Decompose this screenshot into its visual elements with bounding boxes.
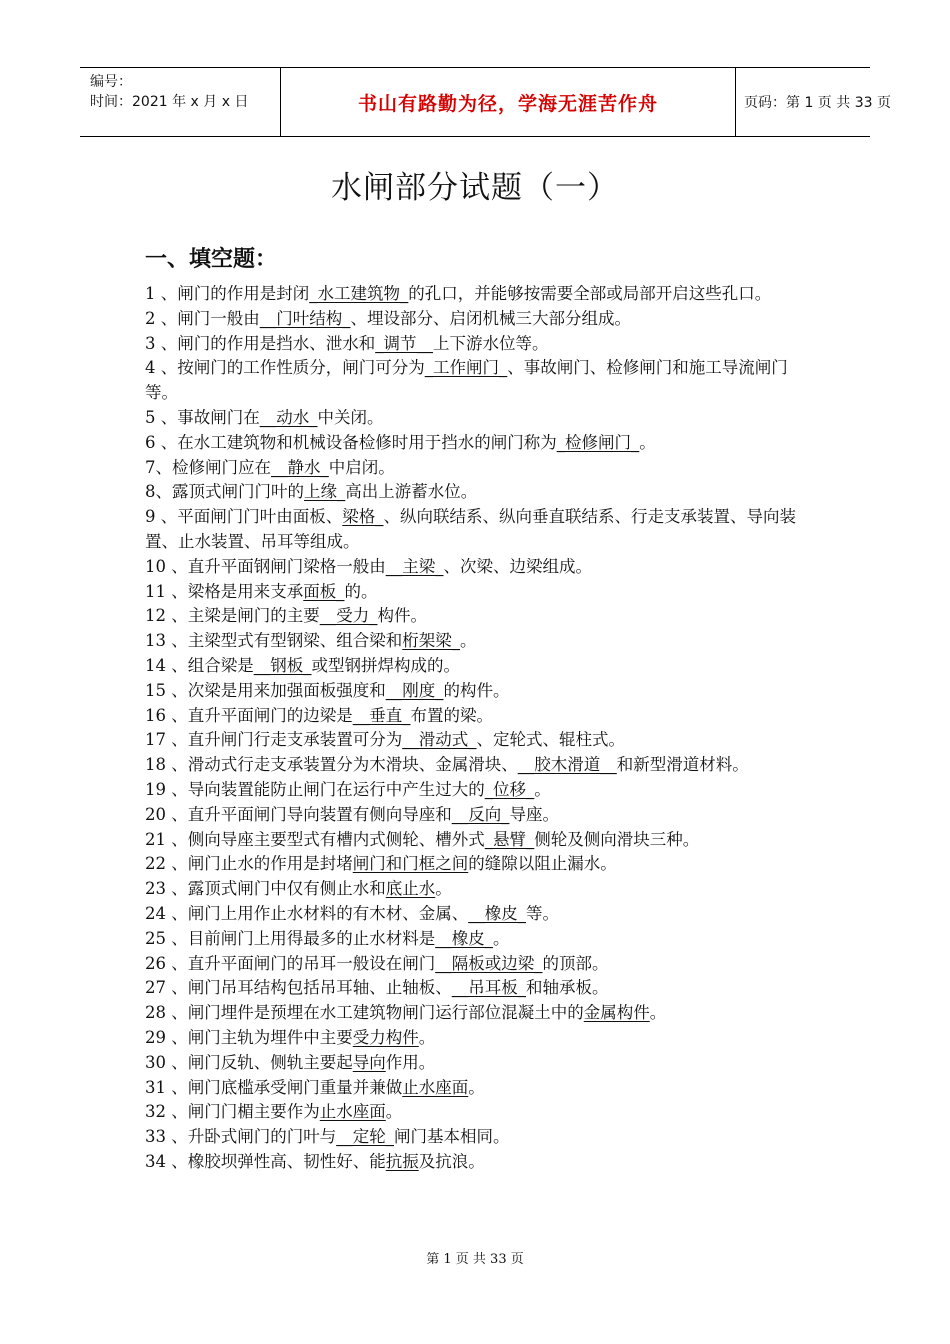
- question-item: [145, 356, 810, 406]
- header-page-info: 页码：第 1 页 共 33 页: [744, 95, 891, 111]
- answer-blank: 梁格_: [342, 507, 384, 527]
- question-text-tail: 的构件。: [443, 680, 510, 700]
- question-text-tail: 。: [534, 779, 551, 799]
- question-item: [145, 1001, 810, 1026]
- question-item: [145, 604, 810, 629]
- question-item: [145, 480, 810, 505]
- question-item: [145, 406, 810, 431]
- question-text-tail: 。: [460, 631, 477, 651]
- question-text: 3 、闸门的作用是挡水、泄水和: [145, 333, 376, 353]
- question-item: [145, 852, 810, 877]
- time-label: 时间：2021 年 x 月 x 日: [90, 94, 249, 110]
- question-text-tail: 。: [435, 879, 452, 899]
- question-item: [145, 927, 810, 952]
- question-text-tail: 的缝隙以阻止漏水。: [468, 854, 617, 874]
- question-text-tail: 构件。: [377, 606, 427, 626]
- answer-blank: 止水座面: [319, 1102, 386, 1122]
- question-item: [145, 1150, 810, 1175]
- question-item: [145, 1100, 810, 1125]
- question-text-tail: 中启闭。: [328, 457, 395, 477]
- question-text: 17 、直升闸门行走支承装置可分为: [145, 730, 403, 750]
- answer-blank: __主梁_: [385, 556, 444, 576]
- answer-blank: _检修闸门_: [556, 432, 640, 452]
- question-text-tail: 、定轮式、辊柱式。: [476, 730, 625, 750]
- question-text-tail: 作用。: [385, 1052, 436, 1072]
- question-text-tail: 及抗浪。: [418, 1151, 485, 1171]
- question-item: [145, 1076, 810, 1101]
- answer-blank: __定轮_: [336, 1127, 394, 1147]
- question-text: 33 、升卧式闸门的门叶与: [145, 1127, 337, 1147]
- question-text: 28 、闸门埋件是预埋在水工建筑物闸门运行部位混凝土中的: [145, 1003, 584, 1023]
- question-text-tail: 。: [385, 1102, 403, 1122]
- question-item: [145, 431, 810, 456]
- question-item: [145, 704, 810, 729]
- question-item: [145, 778, 810, 803]
- answer-blank: 导向: [352, 1052, 386, 1072]
- question-text: 27 、闸门吊耳结构包括吊耳轴、止轴板、: [145, 978, 452, 998]
- number-label: 编号：: [90, 74, 132, 90]
- question-text: 30 、闸门反轨、侧轨主要起: [145, 1052, 353, 1072]
- question-item: [145, 902, 810, 927]
- question-text: 6 、在水工建筑物和机械设备检修时用于挡水的闸门称为: [145, 432, 557, 452]
- question-text: 19 、导向装置能防止闸门在运行中产生过大的: [145, 779, 485, 799]
- question-text-tail: 的。: [344, 581, 378, 601]
- question-text: 24 、闸门上用作止水材料的有木材、金属、: [145, 903, 469, 923]
- question-item: [145, 1026, 810, 1051]
- answer-blank: __受力_: [319, 606, 378, 626]
- answer-blank: _位移_: [484, 779, 535, 799]
- question-item: [145, 505, 810, 555]
- question-text-tail: 。: [639, 432, 656, 452]
- header-left-cell: [80, 68, 280, 136]
- question-item: [145, 580, 810, 605]
- question-item: [145, 282, 810, 307]
- question-text: 21 、侧向导座主要型式有槽内式侧轮、槽外式: [145, 829, 485, 849]
- question-text: 10 、直升平面钢闸门梁格一般由: [145, 556, 386, 576]
- page-footer: 第 1 页 共 33 页: [426, 1252, 524, 1267]
- answer-blank: __反向_: [451, 804, 510, 824]
- question-text-tail: 的孔口，并能够按需要全部或局部开启这些孔口。: [408, 284, 772, 303]
- answer-blank: __门叶结构_: [259, 308, 351, 328]
- question-item: [145, 679, 810, 704]
- question-text: 32 、闸门门楣主要作为: [145, 1102, 320, 1122]
- question-text: 23 、露顶式闸门中仅有侧止水和: [145, 879, 386, 899]
- answer-blank: __静水_: [271, 457, 329, 477]
- question-item: [145, 828, 810, 853]
- answer-blank: __刚度_: [385, 680, 444, 700]
- question-text-tail: 。: [649, 1003, 667, 1023]
- question-text-tail: 侧轮及侧向滑块三种。: [534, 829, 700, 849]
- answer-blank: __橡皮_: [435, 928, 493, 948]
- question-text-tail: 闸门基本相同。: [394, 1127, 510, 1147]
- question-text: 20 、直升平面闸门导向装置有侧向导座和: [145, 804, 452, 824]
- question-item: [145, 1051, 810, 1076]
- question-text: 34 、橡胶坝弹性高、韧性好、能: [145, 1151, 386, 1171]
- question-text: 12 、主梁是闸门的主要: [145, 606, 320, 626]
- question-item: [145, 976, 810, 1001]
- answer-blank: __垂直_: [352, 705, 411, 725]
- answer-blank: 面板_: [303, 581, 345, 601]
- question-text-tail: 、纵向联结系、纵向垂直联结系、行走支承装置、导向装置、止水装置、吊耳等组成。: [145, 507, 796, 551]
- question-text-tail: 、事故闸门、检修闸门和施工导流闸门等。: [145, 358, 788, 403]
- document-title: 水闸部分试题（一）: [331, 170, 619, 206]
- question-text-tail: 的顶部。: [542, 953, 609, 973]
- question-text: 22 、闸门止水的作用是封堵: [145, 854, 353, 874]
- answer-blank: __吊耳板_: [451, 978, 526, 998]
- question-text: 2 、闸门一般由: [145, 308, 260, 328]
- question-text-tail: 或型钢拼焊构成的。: [311, 655, 460, 675]
- question-text: 14 、组合梁是: [145, 655, 254, 675]
- answer-blank: 止水座面: [402, 1077, 469, 1097]
- question-item: [145, 952, 810, 977]
- question-text: 18 、滑动式行走支承装置分为木滑块、金属滑块、: [145, 755, 518, 775]
- question-text: 13 、主梁型式有型钢梁、组合梁和: [145, 631, 403, 651]
- question-text: 1 、闸门的作用是封闭: [145, 284, 310, 303]
- question-text-tail: 和轴承板。: [526, 978, 609, 998]
- question-text: 31 、闸门底槛承受闸门重量并兼做: [145, 1077, 403, 1097]
- question-item: [145, 555, 810, 580]
- question-text-tail: 中关闭。: [317, 407, 384, 427]
- question-text-tail: 等。: [526, 903, 559, 923]
- question-item: [145, 307, 810, 332]
- question-list: [145, 282, 810, 1175]
- question-item: [145, 877, 810, 902]
- question-text: 7、检修闸门应在: [145, 457, 271, 477]
- question-text-tail: 高出上游蓄水位。: [345, 482, 478, 502]
- question-item: [145, 803, 810, 828]
- answer-blank: 金属构件: [583, 1003, 650, 1023]
- question-text: 4 、按闸门的工作性质分，闸门可分为: [145, 358, 425, 378]
- question-text: 26 、直升平面闸门的吊耳一般设在闸门: [145, 953, 436, 973]
- question-item: [145, 1125, 810, 1150]
- answer-blank: __钢板_: [253, 655, 312, 675]
- answer-blank: 底止水: [385, 879, 436, 899]
- question-item: [145, 332, 810, 357]
- answer-blank: __动水_: [259, 407, 318, 427]
- question-text: 16 、直升平面闸门的边梁是: [145, 705, 353, 725]
- question-text: 5 、事故闸门在: [145, 407, 260, 427]
- question-text: 25 、目前闸门上用得最多的止水材料是: [145, 928, 436, 948]
- question-item: [145, 456, 810, 481]
- section-heading: 一、填空题：: [145, 247, 278, 272]
- question-text-tail: 。: [468, 1077, 485, 1097]
- question-item: [145, 728, 810, 753]
- question-text: 9 、平面闸门门叶由面板、: [145, 507, 343, 527]
- question-text-tail: 、次梁、边梁组成。: [443, 556, 592, 576]
- answer-blank: _工作闸门_: [424, 358, 508, 378]
- question-item: [145, 629, 810, 654]
- question-text-tail: 。: [493, 928, 510, 948]
- answer-blank: 受力构件: [352, 1027, 419, 1047]
- question-item: [145, 654, 810, 679]
- question-text: 11 、梁格是用来支承: [145, 581, 304, 601]
- answer-blank: __滑动式_: [402, 730, 477, 750]
- question-text-tail: 。: [418, 1027, 436, 1047]
- question-text-tail: 上下游水位等。: [433, 333, 549, 353]
- question-text: 15 、次梁是用来加强面板强度和: [145, 680, 386, 700]
- question-text-tail: 、埋设部分、启闭机械三大部分组成。: [350, 308, 631, 328]
- answer-blank: 闸门和门框之间: [352, 854, 469, 874]
- answer-blank: 桁架梁_: [402, 631, 460, 651]
- header-motto: 书山有路勤为径，学海无涯苦作舟: [280, 68, 736, 136]
- question-item: [145, 753, 810, 778]
- answer-blank: __隔板或边梁_: [435, 953, 543, 973]
- question-text-tail: 和新型滑道材料。: [616, 755, 749, 775]
- question-text: 8、露顶式闸门门叶的: [145, 482, 304, 502]
- question-text-tail: 布置的梁。: [410, 705, 493, 725]
- answer-blank: 抗振: [385, 1151, 419, 1171]
- answer-blank: _调节__: [375, 333, 433, 353]
- answer-blank: _水工建筑物_: [309, 284, 409, 303]
- answer-blank: _悬臂_: [484, 829, 535, 849]
- document-header: [80, 67, 891, 137]
- question-text-tail: 导座。: [509, 804, 559, 824]
- question-text: 29 、闸门主轨为埋件中主要: [145, 1027, 353, 1047]
- answer-blank: 上缘_: [304, 482, 346, 502]
- answer-blank: __橡皮_: [468, 903, 526, 923]
- answer-blank: __胶木滑道__: [517, 755, 617, 775]
